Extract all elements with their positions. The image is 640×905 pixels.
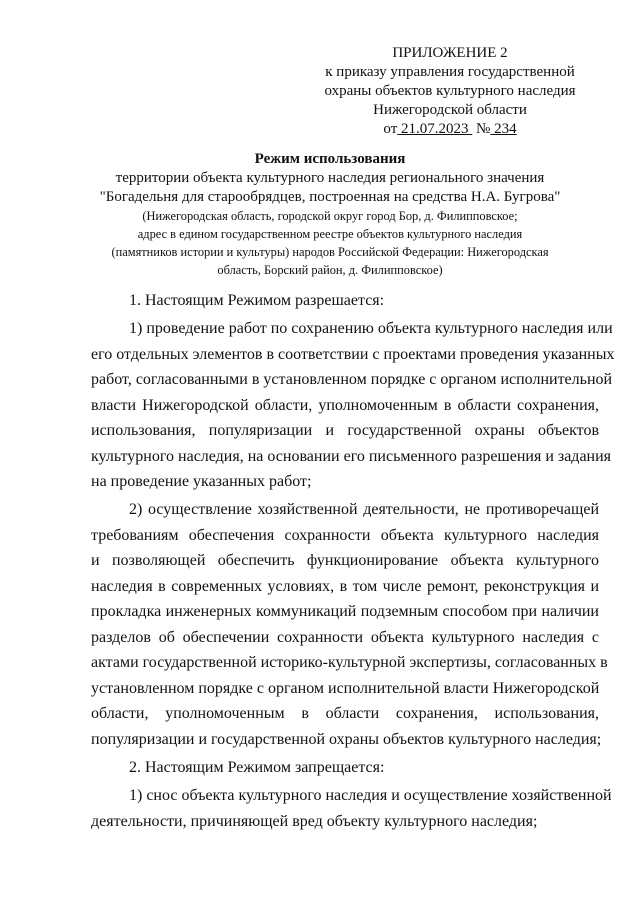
appendix-date-line — [300, 120, 600, 139]
appendix-line-order: к приказу управления государственной — [325, 64, 575, 80]
text-line: популяризации и государственной охраны объектов культурного наследия; — [91, 730, 602, 748]
text-line: власти Нижегородской области, уполномоченным в области сохранения, — [91, 396, 599, 414]
title-block — [60, 150, 600, 279]
text-line: его отдельных элементов в соответствии с проектами проведения указанных — [91, 345, 615, 363]
order-date-value: 21.07.2023 — [401, 121, 469, 137]
text-line: и позволяющей обеспечить функционирование объекта культурного — [91, 552, 599, 570]
order-date — [397, 121, 472, 137]
title-subline-2: "Богадельня для старообрядцев, построенная на средства Н.А. Бугрова" — [99, 189, 561, 205]
order-number-value: 234 — [494, 121, 517, 137]
text-line: 2) осуществление хозяйственной деятельности, не противоречащей — [129, 501, 599, 519]
document-body — [91, 288, 615, 834]
paragraph-allowed-2 — [91, 497, 608, 752]
text-line: использования, популяризации и государственной охраны объектов — [91, 422, 599, 440]
text-line: 1) снос объекта культурного наследия и осуществление хозяйственной — [129, 787, 612, 805]
text-line: работ, согласованными в установленном порядке с органом исполнительной — [91, 371, 613, 389]
paragraph-allowed-1 — [91, 316, 615, 495]
text-line: разделов об обеспечении сохранности объекта культурного наследия с — [91, 628, 599, 646]
order-number — [490, 121, 516, 137]
date-prefix: от — [383, 121, 398, 137]
title-subline-1: территории объекта культурного наследия регионального значения — [115, 170, 545, 186]
text-line: на проведение указанных работ; — [91, 473, 312, 491]
section-prohibited-heading: 2. Настоящим Режимом запрещается: — [129, 759, 385, 777]
appendix-number: ПРИЛОЖЕНИЕ 2 — [392, 45, 508, 61]
text-line: актами государственной историко-культурной экспертизы, согласованных в — [91, 654, 608, 672]
paragraph-prohibited-1 — [91, 783, 612, 834]
text-line: 1) проведение работ по сохранению объекта культурного наследия или — [129, 320, 613, 338]
address-note-4: область, Борский район, д. Филипповское) — [217, 263, 443, 277]
appendix-line-agency: охраны объектов культурного наследия — [324, 83, 576, 99]
section-allowed-heading: 1. Настоящим Режимом разрешается: — [129, 292, 385, 309]
text-line: наследия в современных условиях, в том числе ремонт, реконструкция и — [91, 577, 599, 595]
text-line: установленном порядке с органом исполнительной власти Нижегородской — [91, 679, 600, 697]
text-line: культурного наследия, на основании его письменного разрешения и задания — [91, 447, 612, 465]
document-title: Режим использования — [254, 151, 406, 167]
address-note-3: (памятников истории и культуры) народов Российской Федерации: Нижегородская — [111, 245, 549, 259]
text-line: требованиям обеспечения сохранности объекта культурного наследия — [91, 526, 599, 544]
address-note-1: (Нижегородская область, городской округ город Бор, д. Филипповское; — [142, 209, 518, 223]
text-line: области, уполномоченным в области сохранения, использования, — [91, 705, 599, 723]
appendix-line-region: Нижегородской области — [373, 102, 527, 118]
address-note-2: адрес в едином государственном реестре объектов культурного наследия — [137, 227, 523, 241]
appendix-header — [300, 44, 600, 139]
text-line: деятельности, причиняющей вред объекту культурного наследия; — [91, 812, 538, 830]
number-prefix: № — [476, 121, 491, 137]
text-line: прокладка инженерных коммуникаций подземным способом при наличии — [91, 603, 599, 621]
